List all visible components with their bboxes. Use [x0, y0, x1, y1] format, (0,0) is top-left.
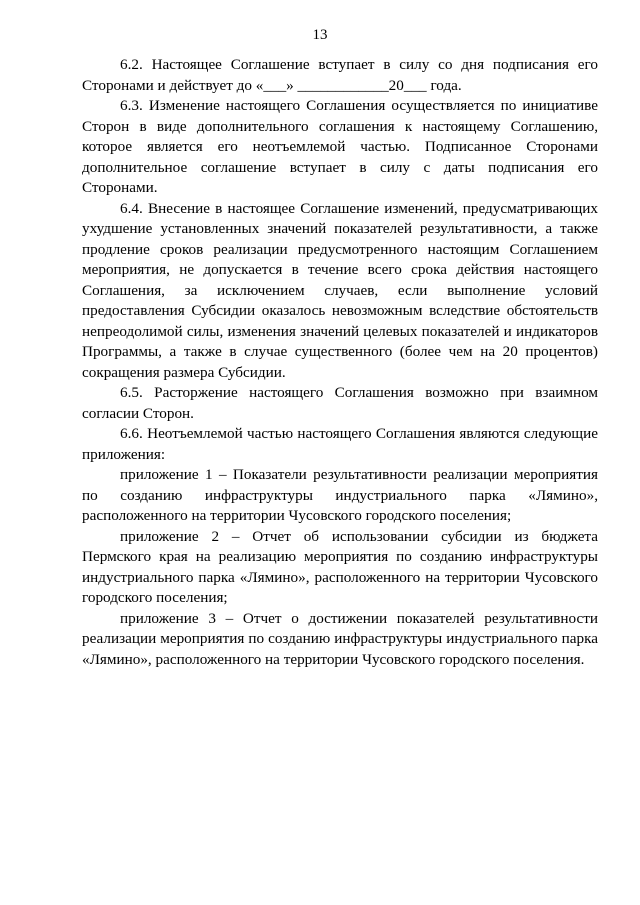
appendix-3-item: приложение 3 – Отчет о достижении показателей результативности реализации мероприятия по созданию инфраструктуры индустриального парка «Лямино», расположенного на территории Чусовского городского поселения.: [82, 609, 598, 668]
document-body: [82, 55, 598, 670]
clause-6-2: 6.2. Настоящее Соглашение вступает в силу со дня подписания его Сторонами и действует до «___» ____________20___ года.: [82, 56, 598, 94]
appendix-1-item: приложение 1 – Показатели результативности реализации мероприятия по созданию инфраструктуры индустриального парка «Лямино», расположенного на территории Чусовского городского поселения;: [82, 466, 598, 524]
clause-6-3: 6.3. Изменение настоящего Соглашения осуществляется по инициативе Сторон в виде дополнительного соглашения к настоящему Соглашению, которое является его неотъемлемой частью. Подписанное Сторонами дополнительное соглашение вступает в силу с даты подписания его Сторонами.: [82, 97, 598, 196]
appendix-2-item: приложение 2 – Отчет об использовании субсидии из бюджета Пермского края на реализацию мероприятия по созданию инфраструктуры индустриального парка «Лямино», расположенного на территории Чусовского городского поселения;: [82, 527, 598, 606]
clause-6-6: 6.6. Неотъемлемой частью настоящего Соглашения являются следующие приложения:: [82, 425, 598, 463]
page-number: 13: [312, 27, 328, 43]
clause-6-4: 6.4. Внесение в настоящее Соглашение изменений, предусматривающих ухудшение установленных значений показателей результативности, а также продление сроков реализации предусмотренного настоящим Соглашением мероприятия, не допускается в течение всего срока действия настоящего Соглашения, за исключением случаев, если выполнение условий предоставления Субсидии оказалось невозможным вследствие обстоятельств непреодолимой силы, изменения значений целевых показателей и индикаторов Программы, а также в случае существенного (более чем на 20 процентов) сокращения размера Субсидии.: [82, 199, 598, 381]
clause-6-5: 6.5. Расторжение настоящего Соглашения возможно при взаимном согласии Сторон.: [82, 384, 598, 422]
